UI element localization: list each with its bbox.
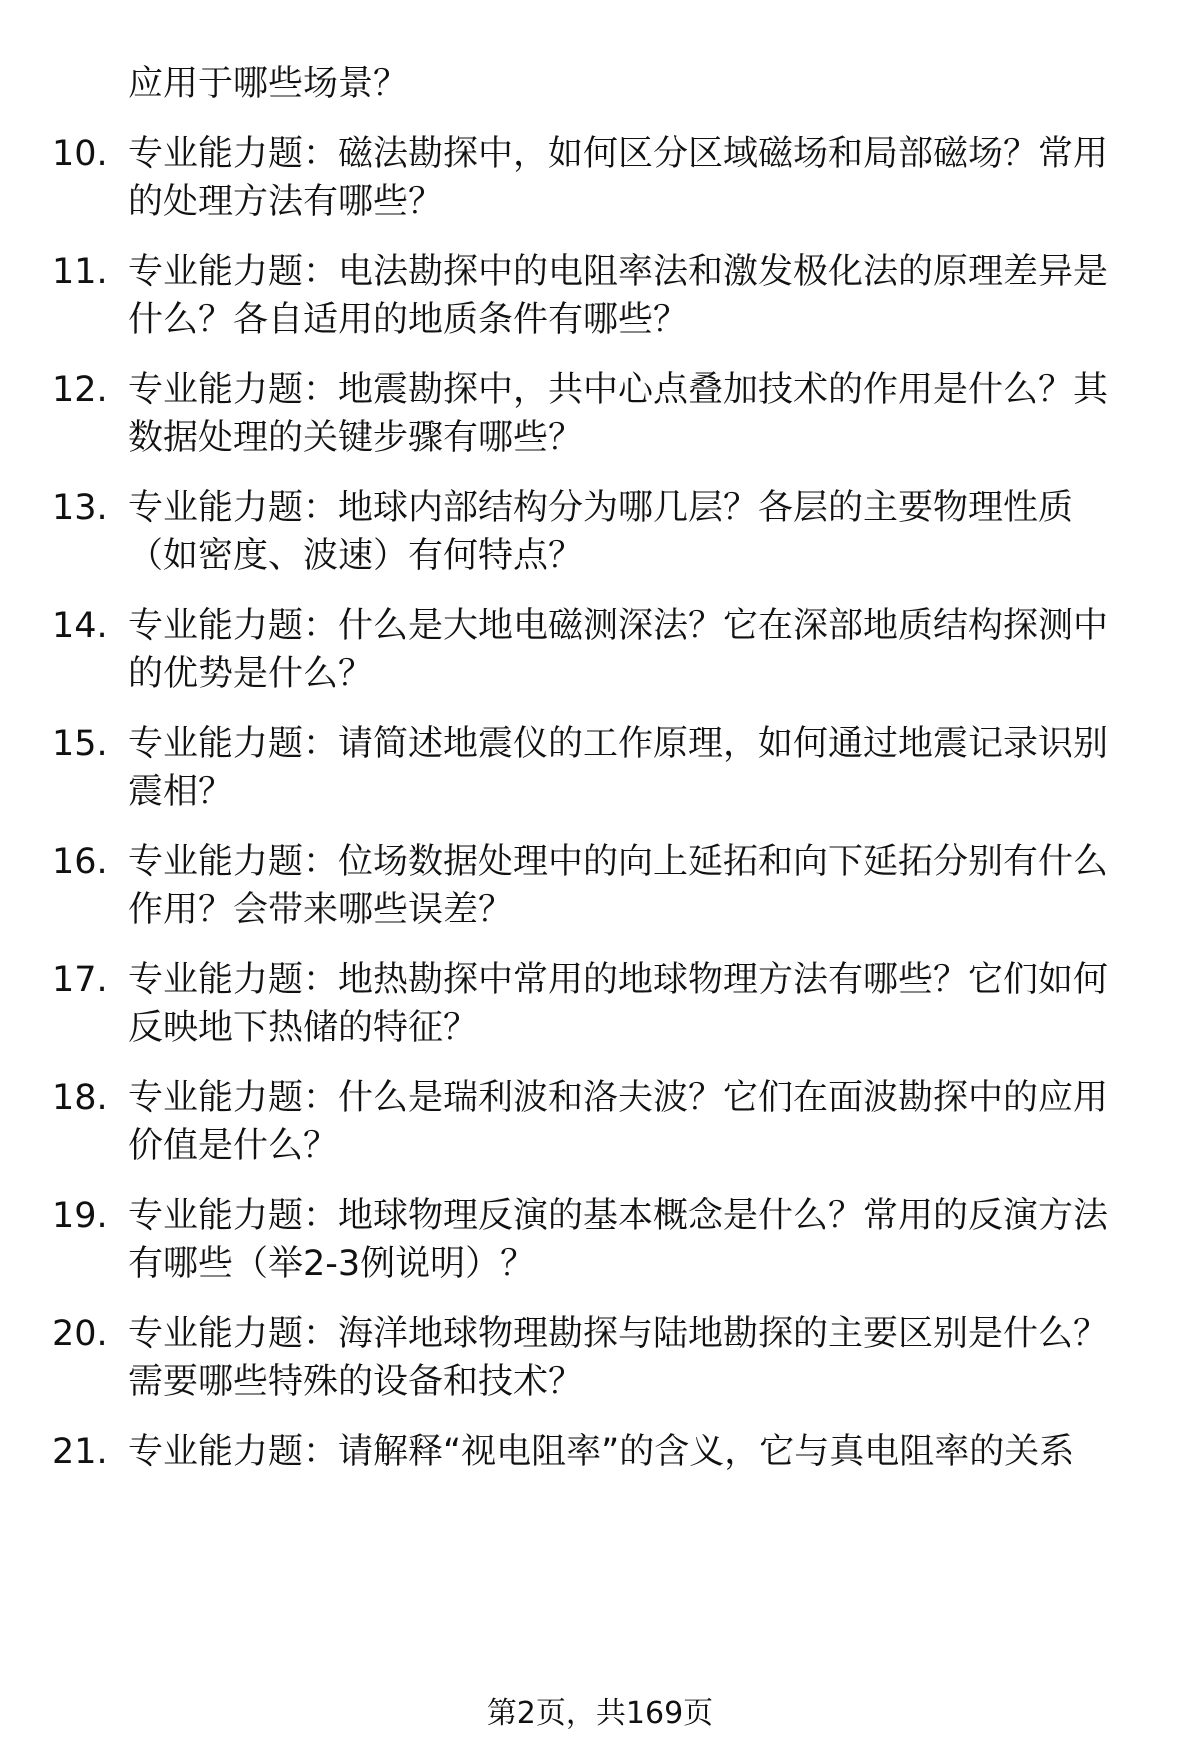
question-number: 16. bbox=[52, 842, 108, 882]
question-item-18 bbox=[52, 1074, 1142, 1170]
question-item-20 bbox=[52, 1310, 1142, 1406]
question-item-12 bbox=[52, 366, 1142, 462]
question-item-11 bbox=[52, 248, 1142, 344]
question-number: 17. bbox=[52, 960, 108, 1000]
question-text: 专业能力题：位场数据处理中的向上延拓和向下延拓分别有什么作用？会带来哪些误差？ bbox=[128, 842, 1109, 930]
question-number: 10. bbox=[52, 134, 108, 174]
question-item-19 bbox=[52, 1192, 1142, 1288]
question-number: 20. bbox=[52, 1314, 108, 1354]
question-text: 专业能力题：地热勘探中常用的地球物理方法有哪些？它们如何反映地下热储的特征？ bbox=[128, 960, 1109, 1048]
question-text: 专业能力题：电法勘探中的电阻率法和激发极化法的原理差异是什么？各自适用的地质条件有哪些？ bbox=[128, 252, 1109, 340]
question-number: 12. bbox=[52, 370, 108, 410]
question-text: 专业能力题：什么是大地电磁测深法？它在深部地质结构探测中的优势是什么？ bbox=[128, 606, 1109, 694]
question-item-10 bbox=[52, 130, 1142, 226]
question-text: 专业能力题：请解释“视电阻率”的含义，它与真电阻率的关系 bbox=[128, 1432, 1075, 1472]
question-number: 15. bbox=[52, 724, 108, 764]
question-number: 13. bbox=[52, 488, 108, 528]
question-item-21 bbox=[52, 1428, 1142, 1476]
question-item-15 bbox=[52, 720, 1142, 816]
question-text: 专业能力题：海洋地球物理勘探与陆地勘探的主要区别是什么？需要哪些特殊的设备和技术？ bbox=[128, 1314, 1109, 1402]
question-text: 专业能力题：什么是瑞利波和洛夫波？它们在面波勘探中的应用价值是什么？ bbox=[128, 1078, 1109, 1166]
question-text: 专业能力题：地球物理反演的基本概念是什么？常用的反演方法有哪些（举2-3例说明）？ bbox=[128, 1196, 1109, 1284]
question-item-14 bbox=[52, 602, 1142, 698]
question-item-17 bbox=[52, 956, 1142, 1052]
question-text: 专业能力题：地球内部结构分为哪几层？各层的主要物理性质（如密度、波速）有何特点？ bbox=[128, 488, 1074, 576]
question-item-13 bbox=[52, 484, 1142, 580]
question-continuation: 应用于哪些场景？ bbox=[128, 64, 409, 104]
question-number: 18. bbox=[52, 1078, 108, 1118]
question-item-16 bbox=[52, 838, 1142, 934]
question-text: 专业能力题：地震勘探中，共中心点叠加技术的作用是什么？其数据处理的关键步骤有哪些？ bbox=[128, 370, 1109, 458]
page-footer: 第2页，共169页 bbox=[486, 1696, 714, 1731]
question-number: 11. bbox=[52, 252, 108, 292]
question-number: 19. bbox=[52, 1196, 108, 1236]
question-number: 21. bbox=[52, 1432, 108, 1472]
question-text: 专业能力题：请简述地震仪的工作原理，如何通过地震记录识别震相？ bbox=[128, 724, 1109, 812]
question-text: 专业能力题：磁法勘探中，如何区分区域磁场和局部磁场？常用的处理方法有哪些？ bbox=[128, 134, 1109, 222]
question-number: 14. bbox=[52, 606, 108, 646]
